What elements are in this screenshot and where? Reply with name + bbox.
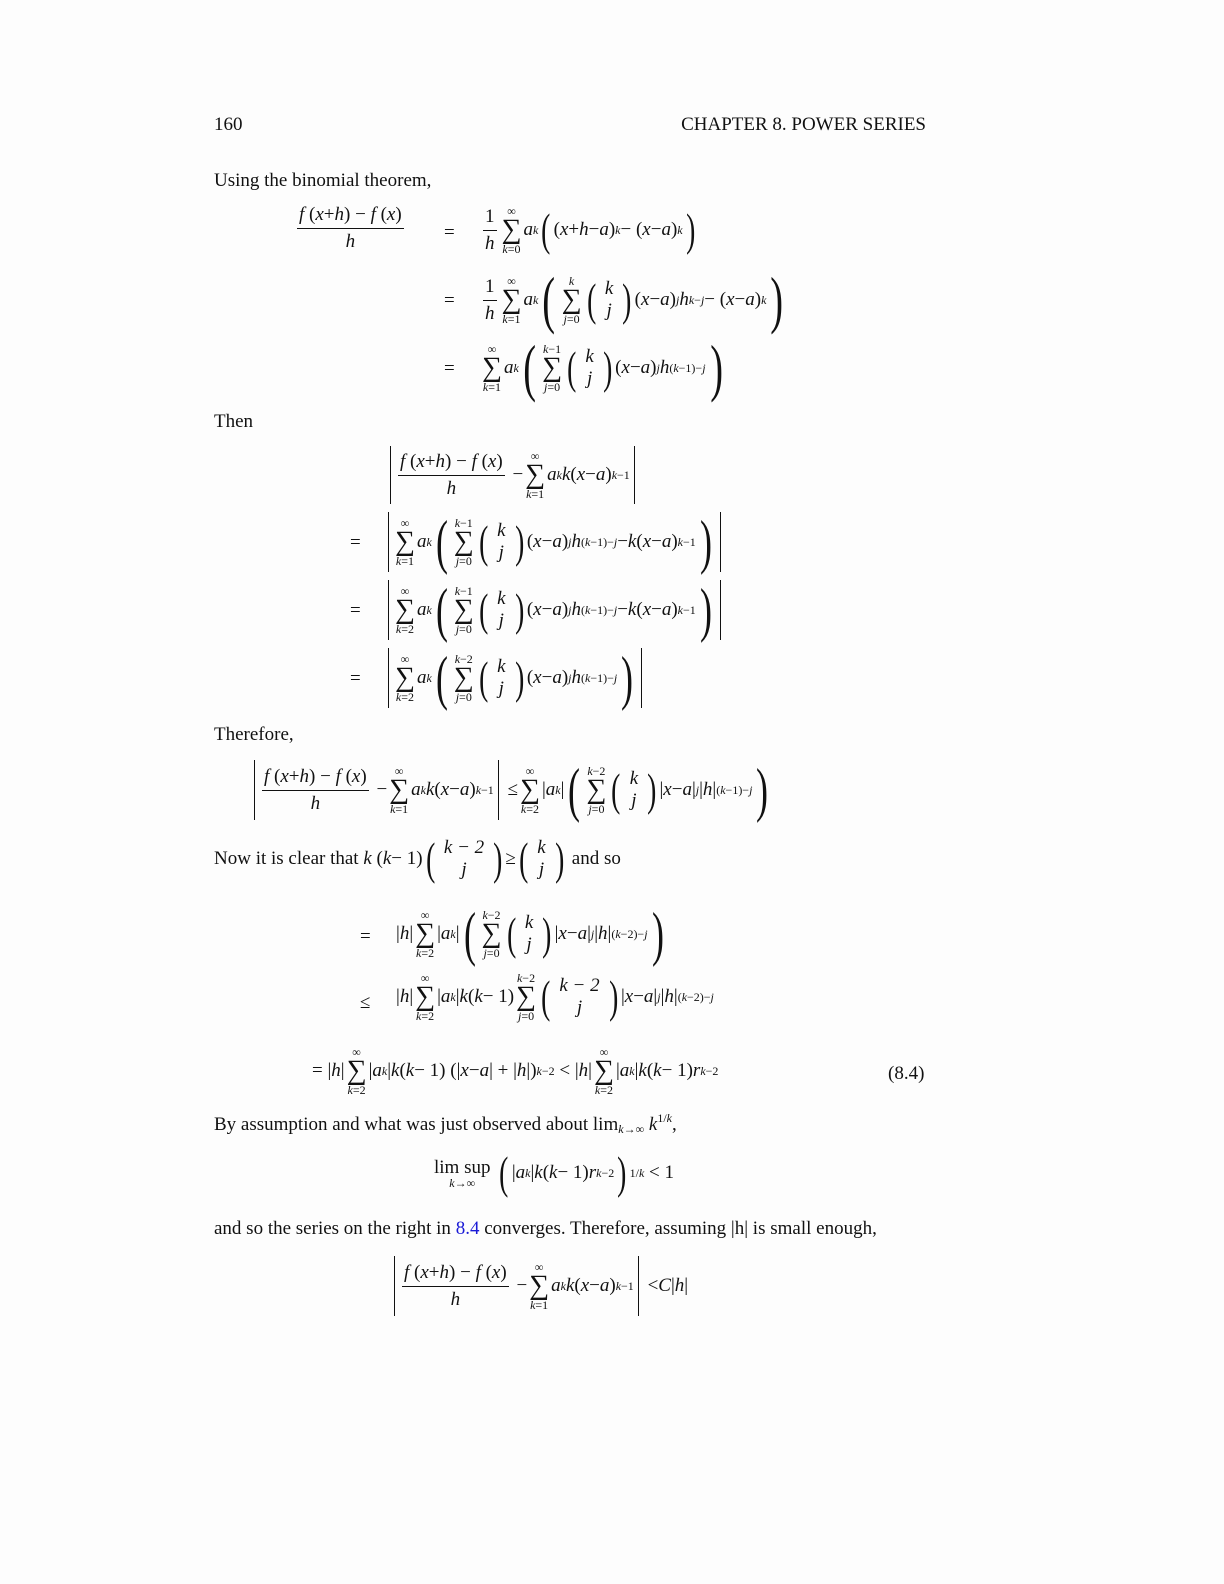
equation-difference-quotient-lhs: $\frac{f (x+h) - f (x)}{h}$ [299, 204, 402, 252]
equation-inequality: $\frac{f (x+h) - f (x)}{h}$ − ∞ ∑ k=1 a k k ( x − a ) k−1 ≤ ∞ ∑ k=2 | a k | ( k−2 ∑ j=0 ( k j ) | x − a | j | h | (k−1)−j ) [250, 760, 772, 820]
paragraph-therefore: Therefore, [214, 724, 294, 745]
equals-sign: = [350, 668, 361, 689]
equation-abs-difference: $\frac{f (x+h) - f (x)}{h}$ − ∞ ∑ k=1 a k k ( x − a ) k−1 [386, 446, 639, 504]
equals-sign: = [360, 926, 371, 947]
equation-reference-link[interactable]: 8.4 [455, 1218, 480, 1239]
paragraph-and-suffix: converges. Therefore, assuming |h| is small enough, [484, 1218, 877, 1239]
paragraph-by-assumption: By assumption and what was just observed about $\lim_{k\to\infty} k^{1/k}$, [214, 1111, 677, 1136]
paragraph-now-prefix: Now it is clear that [214, 848, 359, 869]
equation-line-2: $\frac{1}{h}$ ∞ ∑ k=1 a k ( k ∑ j=0 ( k j ) ( x − a ) j h k−j − ( x − a ) k ) [485, 264, 784, 335]
equation-line-3: ∞ ∑ k=1 a k ( k−1 ∑ j=0 ( k j ) ( x − a ) j h (k−1)−j ) [482, 332, 723, 403]
equation-then-line-1: ∞ ∑ k=1 a k ( k−1 ∑ j=0 ( k j ) ( x − a ) j h (k−1)−j − k ( x − a ) k−1 ) [384, 512, 725, 572]
equals-sign: = [444, 358, 455, 379]
equals-sign: = [350, 532, 361, 553]
equals-sign: = [444, 290, 455, 311]
equation-limsup: lim sup k→∞ ( | a k | k ( k − 1) r k−2 ) 1/k < 1 [434, 1147, 674, 1198]
paragraph-now-clear: Now it is clear that k ( k − 1) ( k − 2 j ) ≥ ( k j ) and so [214, 833, 621, 884]
paragraph-using: Using the binomial theorem, [214, 170, 432, 191]
page-number: 160 [214, 114, 243, 135]
paragraph-and-prefix: and so the series on the right in [214, 1218, 451, 1239]
equation-final: $\frac{f (x+h) - f (x)}{h}$ − ∞ ∑ k=1 a k k ( x − a ) k−1 < C | h | [390, 1256, 688, 1316]
equals-sign: = [350, 600, 361, 621]
leq-sign: ≤ [360, 992, 371, 1013]
equation-then-line-2: ∞ ∑ k=2 a k ( k−1 ∑ j=0 ( k j ) ( x − a ) j h (k−1)−j − k ( x − a ) k−1 ) [384, 580, 725, 640]
chapter-header: CHAPTER 8. POWER SERIES [681, 114, 926, 135]
paragraph-now-suffix: and so [571, 848, 621, 869]
equals-sign: = [444, 222, 455, 243]
paragraph-and-so [214, 1218, 877, 1240]
equation-8-4: = | h | ∞ ∑ k=2 | a k | k ( k − 1) (| x − a | + | h |) k−2 < | h | ∞ ∑ k=2 | a k | k ( k − 1) r k−2 [312, 1045, 719, 1097]
paragraph-by-prefix: By assumption and what was just observed about lim [214, 1114, 619, 1135]
equation-then-line-3: ∞ ∑ k=2 a k ( k−2 ∑ j=0 ( k j ) ( x − a ) j h (k−1)−j ) [384, 648, 646, 708]
equation-bound-line-1: | h | ∞ ∑ k=2 | a k | ( k−2 ∑ j=0 ( k j ) | x − a | j | h | (k−2)−j ) [396, 901, 664, 967]
equation-number: (8.4) [888, 1063, 925, 1084]
paragraph-then: Then [214, 411, 254, 432]
equation-bound-line-2: | h | ∞ ∑ k=2 | a k | k ( k − 1) k−2 ∑ j=0 ( k − 2 j ) | x − a | j | h | (k−2)−j [396, 971, 714, 1023]
equation-line-1: $\frac{1}{h}$ ∞ ∑ k=0 a k ( ( x + h − a ) k − ( x − a ) k ) [485, 204, 695, 256]
